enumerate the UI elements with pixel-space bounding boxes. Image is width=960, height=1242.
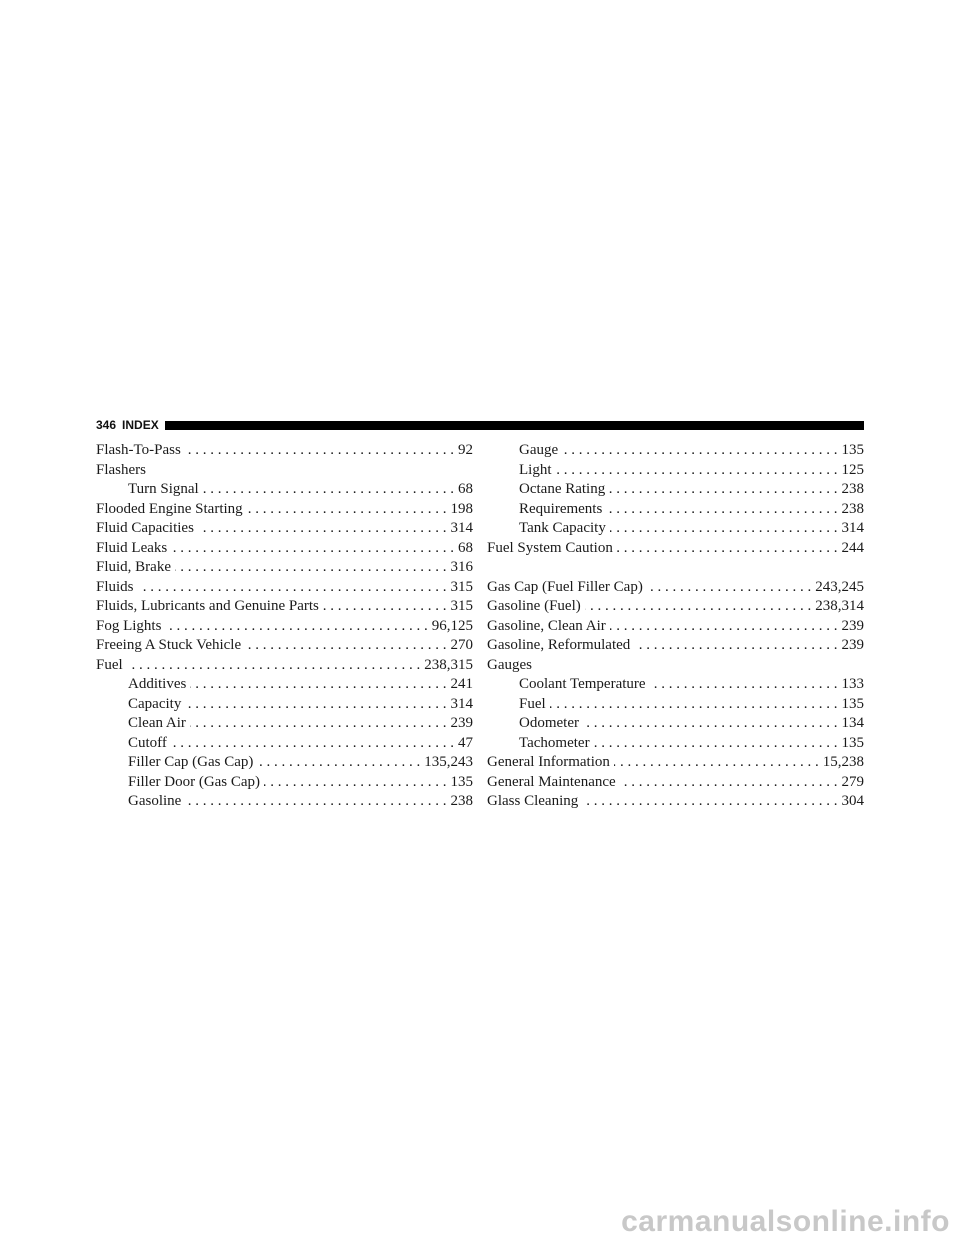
entry-pages: 314 (450, 520, 473, 536)
index-subentry (487, 461, 864, 481)
entry-term: Gasoline (128, 793, 182, 809)
entry-pages: 125 (841, 461, 864, 478)
entry-term: Coolant Temperature (519, 676, 646, 692)
entry-term: General Maintenance (487, 773, 616, 790)
entry-pages: 134 (841, 715, 864, 731)
entry-gap (487, 558, 864, 578)
entry-pages: 316 (450, 559, 473, 575)
entry-pages: 304 (841, 793, 864, 809)
entry-term: Fluid, Brake (96, 559, 171, 575)
dot-leader (556, 461, 838, 481)
page-header (96, 418, 864, 432)
entry-pages: 238,315 (424, 656, 473, 673)
dot-leader (614, 753, 819, 773)
entry-term: Octane Rating (519, 481, 606, 497)
index-subentry (96, 695, 473, 715)
dot-leader (585, 597, 812, 617)
index-entry (487, 773, 864, 793)
entry-term: Gasoline, Reformulated (487, 637, 631, 653)
dot-leader (620, 773, 838, 793)
index-subentry (487, 480, 864, 500)
dot-leader (583, 714, 838, 734)
entry-pages: 270 (450, 637, 473, 653)
entry-term: Cutoff (128, 734, 167, 751)
index-entry (96, 617, 473, 637)
entry-term: Filler Cap (Gas Cap) (128, 754, 254, 770)
entry-term: Gasoline, Clean Air (487, 617, 606, 634)
index-entry (487, 753, 864, 773)
dot-leader (610, 617, 838, 637)
dot-leader (247, 500, 447, 520)
dot-leader (582, 792, 837, 812)
dot-leader (562, 441, 837, 461)
entry-term: Fog Lights (96, 617, 162, 634)
entry-pages: 68 (458, 539, 473, 556)
entry-term: Additives (128, 676, 187, 692)
index-entry (96, 500, 473, 520)
index-column-right (487, 441, 864, 812)
entry-pages: 238 (841, 500, 864, 517)
entry-term: Tachometer (519, 734, 590, 751)
dot-leader (171, 734, 454, 754)
index-entry (487, 578, 864, 598)
dot-leader (617, 539, 838, 559)
index-subentry (96, 480, 473, 500)
entry-term: Odometer (519, 715, 579, 731)
entry-term: Fluids (96, 578, 134, 595)
section-title: INDEX (122, 418, 159, 432)
entry-pages: 243,245 (815, 578, 864, 595)
entry-term: Turn Signal (128, 481, 199, 497)
watermark: carmanualsonline.info (621, 1205, 950, 1238)
entry-term: Fluid Capacities (96, 520, 194, 536)
entry-pages: 238 (450, 793, 473, 809)
dot-leader (650, 675, 838, 695)
index-subentry (487, 714, 864, 734)
index-subentry (96, 792, 473, 812)
entry-term: Gauges (487, 656, 532, 673)
dot-leader (647, 578, 811, 598)
entry-pages: 315 (450, 578, 473, 595)
index-subentry (487, 441, 864, 461)
dot-leader (203, 480, 454, 500)
index-entry (96, 461, 473, 481)
entry-pages: 239 (841, 617, 864, 634)
entry-term: Clean Air (128, 715, 186, 731)
index-entry (487, 656, 864, 676)
entry-term: Filler Door (Gas Cap) (128, 773, 261, 790)
dot-leader (171, 539, 454, 559)
entry-pages: 314 (450, 695, 473, 712)
entry-term: Glass Cleaning (487, 793, 579, 809)
entry-pages: 68 (458, 481, 473, 497)
entry-pages: 135 (841, 695, 864, 712)
entry-term: Fluid Leaks (96, 539, 168, 556)
index-subentry (96, 675, 473, 695)
dot-leader (323, 597, 447, 617)
entry-term: Tank Capacity (519, 520, 606, 536)
entry-term: Fuel System Caution (487, 539, 613, 556)
entry-pages: 244 (841, 539, 864, 556)
entry-term: Fuel (96, 656, 123, 673)
index-subentry (487, 695, 864, 715)
entry-pages: 314 (841, 520, 864, 536)
dot-leader (127, 656, 421, 676)
entry-pages: 135 (841, 734, 864, 751)
entry-term: General Information (487, 754, 610, 770)
index-subentry (96, 734, 473, 754)
dot-leader (198, 519, 447, 539)
entry-pages: 241 (450, 676, 473, 692)
entry-pages: 239 (841, 637, 864, 653)
entry-pages: 135,243 (424, 754, 473, 770)
dot-leader (175, 558, 447, 578)
entry-term: Requirements (519, 500, 603, 517)
entry-pages: 135 (841, 442, 864, 458)
dot-leader (609, 480, 837, 500)
entry-term: Capacity (128, 695, 182, 712)
entry-term: Flooded Engine Starting (96, 500, 243, 517)
entry-pages: 15,238 (822, 754, 864, 770)
dot-leader (257, 753, 420, 773)
dot-leader (550, 695, 838, 715)
dot-leader (165, 617, 427, 637)
entry-pages: 198 (450, 500, 473, 517)
entry-pages: 96,125 (431, 617, 473, 634)
index-entry (96, 656, 473, 676)
dot-leader (245, 636, 446, 656)
entry-term: Gasoline (Fuel) (487, 598, 581, 614)
entry-term: Freeing A Stuck Vehicle (96, 637, 242, 653)
index-column-left (96, 441, 473, 812)
index-subentry (487, 734, 864, 754)
entry-pages: 92 (458, 442, 473, 458)
entry-pages: 239 (450, 715, 473, 731)
entry-pages: 135 (450, 773, 473, 790)
entry-pages: 47 (458, 734, 473, 751)
index-entry (96, 441, 473, 461)
dot-leader (185, 792, 446, 812)
dot-leader (185, 441, 454, 461)
index-subentry (487, 500, 864, 520)
dot-leader (594, 734, 838, 754)
index-entry (96, 558, 473, 578)
entry-term: Fuel (519, 695, 546, 712)
index-entry (96, 539, 473, 559)
dot-leader (606, 500, 837, 520)
dot-leader (634, 636, 837, 656)
entry-term: Flash-To-Pass (96, 442, 181, 458)
page-number: 346 (96, 418, 117, 432)
index-subentry (487, 519, 864, 539)
entry-term: Gas Cap (Fuel Filler Cap) (487, 578, 643, 595)
index-entry (96, 519, 473, 539)
entry-term: Flashers (96, 461, 146, 478)
dot-leader (264, 773, 446, 793)
index-entry (96, 597, 473, 617)
header-rule (165, 421, 864, 430)
dot-leader (138, 578, 447, 598)
entry-pages: 238 (841, 481, 864, 497)
index-subentry (96, 773, 473, 793)
entry-pages: 279 (841, 773, 864, 790)
index-entry (96, 636, 473, 656)
index-entry (487, 792, 864, 812)
index-subentry (96, 714, 473, 734)
entry-term: Fluids, Lubricants and Genuine Parts (96, 598, 319, 614)
index-entry (487, 636, 864, 656)
entry-pages: 133 (841, 676, 864, 692)
entry-term: Light (519, 461, 552, 478)
index-entry (487, 597, 864, 617)
dot-leader (185, 695, 446, 715)
dot-leader (190, 675, 446, 695)
entry-term: Gauge (519, 442, 559, 458)
dot-leader (190, 714, 447, 734)
index-subentry (96, 753, 473, 773)
entry-pages: 238,314 (815, 598, 864, 614)
entry-pages: 315 (450, 598, 473, 614)
dot-leader (610, 519, 838, 539)
index-entry (487, 617, 864, 637)
index-subentry (487, 675, 864, 695)
index-entry (487, 539, 864, 559)
index-entry (96, 578, 473, 598)
